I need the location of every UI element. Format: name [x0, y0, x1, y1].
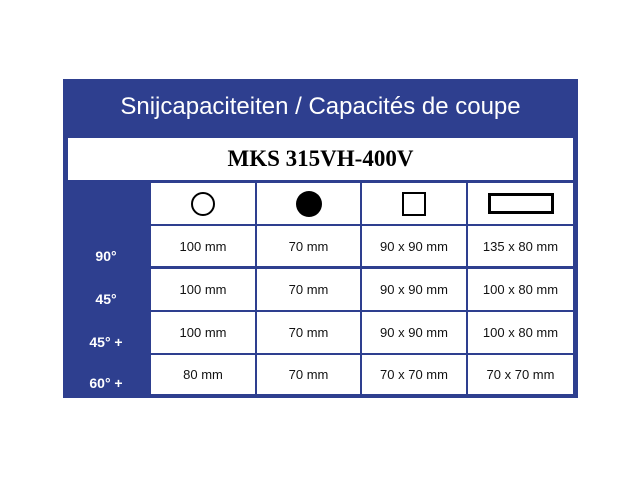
- table-title: Snijcapaciteiten / Capacités de coupe: [120, 93, 521, 120]
- circle-filled-icon: [296, 191, 322, 217]
- header-cell-rect: [468, 183, 573, 224]
- header-cell-disc: [257, 183, 360, 224]
- square-outline-icon: [402, 192, 426, 216]
- table-cell: 100 mm: [151, 312, 255, 353]
- table-cell: 80 mm: [151, 355, 255, 394]
- capacity-grid: [63, 182, 578, 398]
- table-cell: 70 mm: [257, 355, 360, 394]
- capacity-table-panel: [63, 79, 578, 398]
- table-cell: 70 x 70 mm: [468, 355, 573, 394]
- angle-label: 60° +: [89, 375, 123, 391]
- header-cell-circle: [151, 183, 255, 224]
- table-cell: 135 x 80 mm: [468, 226, 573, 266]
- table-cell: 70 mm: [257, 226, 360, 266]
- table-cell: 100 x 80 mm: [468, 312, 573, 353]
- angle-label: 45°: [95, 291, 117, 307]
- header-cell-square: [362, 183, 466, 224]
- angle-label: 90°: [95, 248, 117, 264]
- rectangle-outline-icon: [488, 193, 554, 214]
- table-cell: 100 mm: [151, 226, 255, 266]
- circle-outline-icon: [191, 192, 215, 216]
- table-cell: 90 x 90 mm: [362, 226, 466, 266]
- model-name: MKS 315VH-400V: [68, 138, 573, 180]
- angle-label: 45° +: [89, 334, 123, 350]
- table-cell: 90 x 90 mm: [362, 269, 466, 310]
- table-cell: 70 mm: [257, 269, 360, 310]
- table-cell: 100 x 80 mm: [468, 269, 573, 310]
- table-cell: 70 mm: [257, 312, 360, 353]
- table-cell: 70 x 70 mm: [362, 355, 466, 394]
- table-cell: 100 mm: [151, 269, 255, 310]
- table-cell: 90 x 90 mm: [362, 312, 466, 353]
